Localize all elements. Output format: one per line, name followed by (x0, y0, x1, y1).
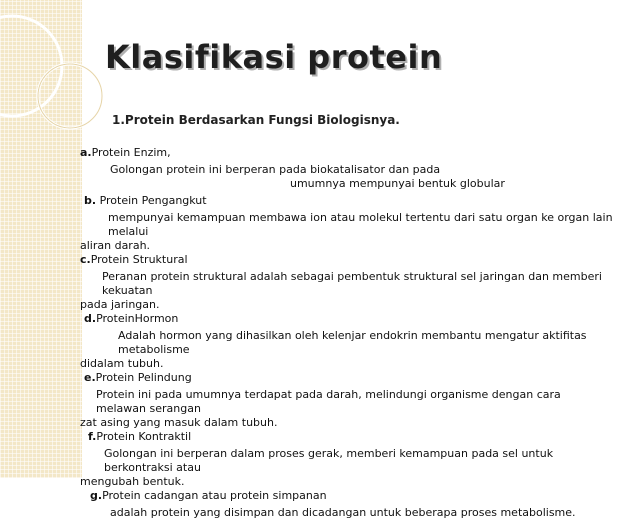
item-heading: ProteinHormon (96, 312, 179, 325)
item-description: Adalah hormon yang dihasilkan oleh kelenjar endokrin membantu mengatur aktifitas metabolisme (118, 329, 587, 356)
item-heading: Protein Kontraktil (96, 430, 192, 443)
item-description-continued: zat asing yang masuk dalam tubuh. (80, 416, 278, 429)
item-description-continued: didalam tubuh. (80, 357, 164, 370)
item-heading: Protein Struktural (90, 253, 188, 266)
item-marker: e. (84, 371, 96, 384)
list-item (80, 430, 614, 444)
item-description-continued: mengubah bentuk. (80, 475, 185, 488)
item-description: Protein ini pada umumnya terdapat pada darah, melindungi organisme dengan cara melawan serangan (96, 388, 561, 415)
item-description-continued: pada jaringan. (80, 298, 160, 311)
item-description: Golongan protein ini berperan pada biokatalisator dan pada (110, 163, 441, 176)
item-description: mempunyai kemampuan membawa ion atau molekul tertentu dari satu organ ke organ lain melalui (108, 211, 613, 238)
item-description: Golongan ini berperan dalam proses gerak, memberi kemampuan pada sel untuk berkontraksi atau (104, 447, 554, 474)
item-heading: Protein Pengangkut (99, 194, 207, 207)
page-title: Klasifikasi protein (105, 38, 443, 76)
item-description: adalah protein yang disimpan dan dicadangan untuk beberapa proses metabolisme. (110, 506, 576, 519)
list-item (80, 194, 614, 208)
list-item (80, 146, 614, 160)
item-heading: Protein Enzim, (91, 146, 171, 159)
item-description-continued: umumnya mempunyai bentuk globular (290, 177, 505, 190)
item-marker: d. (84, 312, 97, 325)
item-marker: f. (88, 430, 97, 443)
item-marker: a. (80, 146, 92, 159)
item-marker: b. (84, 194, 97, 207)
list-item (80, 312, 614, 326)
list-item (80, 371, 614, 385)
item-heading: Protein Pelindung (95, 371, 192, 384)
item-description: Peranan protein struktural adalah sebagai pembentuk struktural sel jaringan dan memberi kekuatan (102, 270, 602, 297)
item-marker: g. (90, 489, 103, 502)
list-item (80, 253, 614, 267)
list-item (80, 489, 614, 503)
classification-list (80, 146, 614, 520)
slide-subtitle: 1.Protein Berdasarkan Fungsi Biologisnya. (112, 113, 400, 127)
decorative-sidebar (0, 0, 82, 478)
item-description-continued: aliran darah. (80, 239, 151, 252)
item-marker: c. (80, 253, 91, 266)
item-heading: Protein cadangan atau protein simpanan (102, 489, 327, 502)
